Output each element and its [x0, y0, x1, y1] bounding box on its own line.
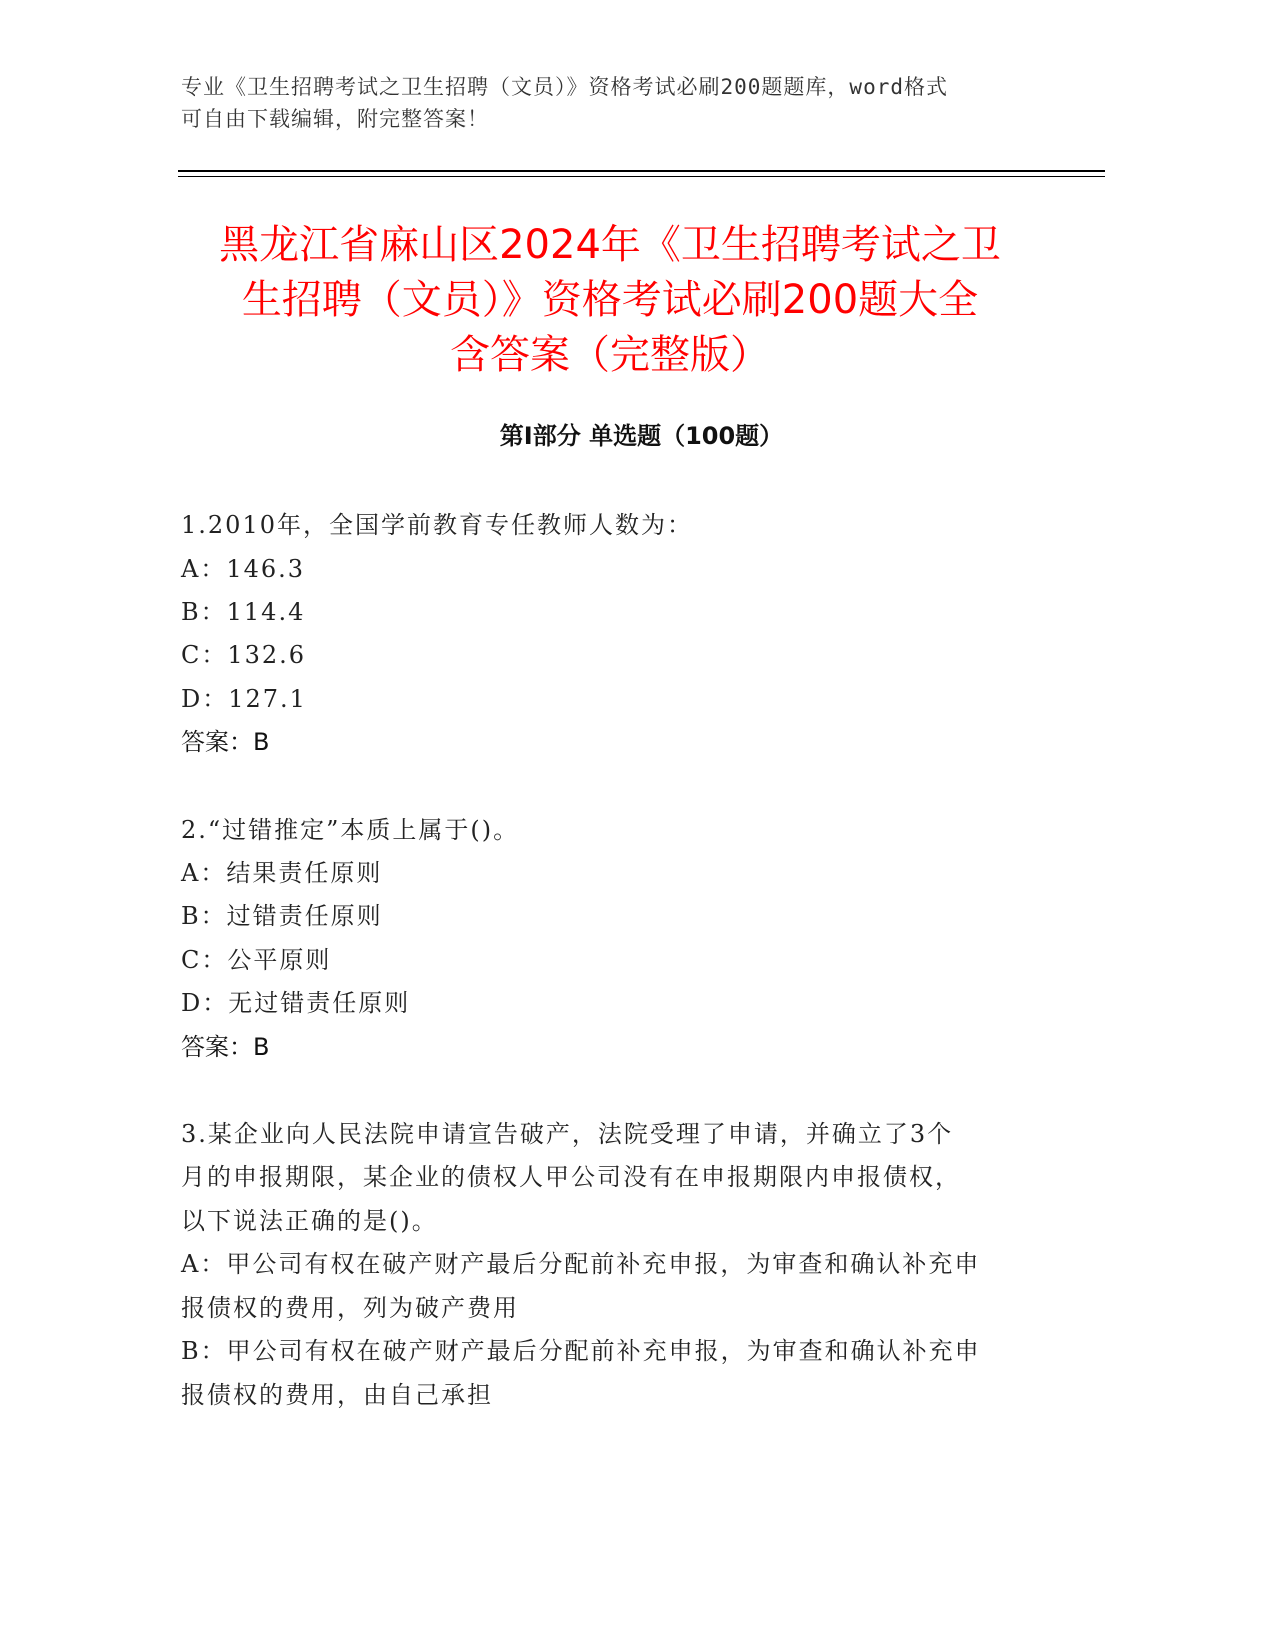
header-divider-thick [178, 170, 1105, 172]
question-3-option-a-line-2: 报债权的费用，列为破产费用 [181, 1294, 519, 1322]
question-1-option-b: B：114.4 [181, 598, 306, 626]
question-1-option-d: D：127.1 [181, 685, 307, 713]
question-2-answer: 答案：B [181, 1033, 270, 1061]
question-3-option-a-line-1: A：甲公司有权在破产财产最后分配前补充申报，为审查和确认补充申 [181, 1250, 981, 1278]
question-2-option-d: D：无过错责任原则 [181, 989, 411, 1017]
section-title: 第Ⅰ部分 单选题（100题） [499, 422, 784, 450]
title-line-2: 生招聘（文员）》资格考试必刷200题大全 [241, 277, 979, 323]
question-2-stem: 2.“过错推定”本质上属于()。 [181, 816, 520, 844]
title-line-3: 含答案（完整版） [450, 332, 770, 378]
question-3-option-b-line-1: B：甲公司有权在破产财产最后分配前补充申报，为审查和确认补充申 [181, 1337, 981, 1365]
question-3-stem-line-3: 以下说法正确的是()。 [181, 1207, 438, 1235]
title-line-1: 黑龙江省麻山区2024年《卫生招聘考试之卫 [219, 222, 1001, 268]
question-3-stem-line-2: 月的申报期限，某企业的债权人甲公司没有在申报期限内申报债权， [181, 1163, 961, 1191]
question-1-stem: 1.2010年，全国学前教育专任教师人数为： [181, 511, 693, 539]
question-2-option-b: B：过错责任原则 [181, 902, 383, 930]
question-2-option-c: C：公平原则 [181, 946, 332, 974]
question-1-option-a: A：146.3 [181, 555, 306, 583]
question-3-stem-line-1: 3.某企业向人民法院申请宣告破产，法院受理了申请，并确立了3个 [181, 1120, 954, 1148]
question-1-option-c: C：132.6 [181, 641, 307, 669]
question-1-answer: 答案：B [181, 728, 270, 756]
header-divider-thin [178, 176, 1105, 177]
header-line-1: 专业《卫生招聘考试之卫生招聘（文员）》资格考试必刷200题题库，word格式 [181, 75, 948, 99]
header-line-2: 可自由下载编辑，附完整答案！ [181, 107, 489, 131]
question-2-option-a: A：结果责任原则 [181, 859, 383, 887]
question-3-option-b-line-2: 报债权的费用，由自己承担 [181, 1381, 493, 1409]
document-header-note [181, 71, 1031, 135]
document-title [170, 218, 1050, 383]
